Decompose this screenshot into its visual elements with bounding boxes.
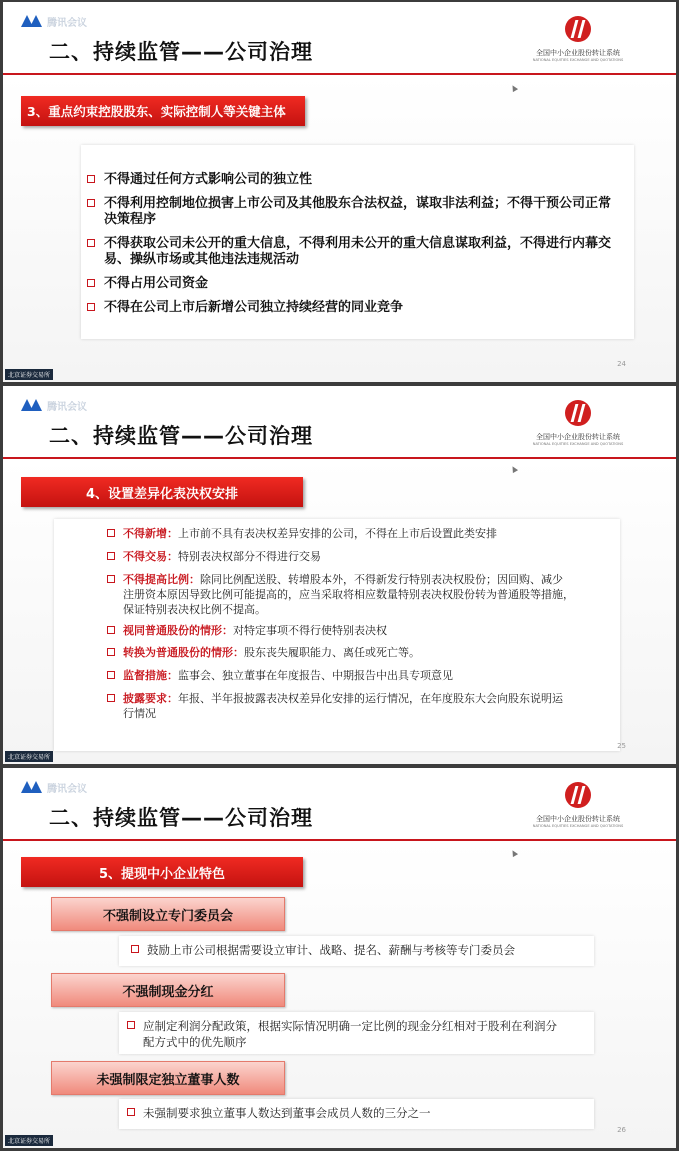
section-heading: 5、提现中小企业特色 [21, 857, 303, 887]
square-bullet-icon [87, 303, 95, 311]
list-item: 不得利用控制地位损害上市公司及其他股东合法权益，谋取非法利益；不得干预公司正常 决策程序 [87, 196, 611, 228]
square-bullet-icon [107, 626, 115, 634]
square-bullet-icon [87, 199, 95, 207]
neeq-logo-icon [564, 782, 592, 810]
neeq-logo-icon [564, 16, 592, 44]
square-bullet-icon [127, 1108, 135, 1116]
subheading-bar: 不强制设立专门委员会 [51, 897, 285, 931]
list-item: 不得提高比例：除同比例配送股、转增股本外，不得新发行特别表决权股份；因回购、减少 注册资本原因导致比例可能提高的，应当采取将相应数量特别表决权股份转为普通股等措施， 保证特别表决权比例不提高。 [107, 572, 574, 617]
list-item: 不得通过任何方式影响公司的独立性 [87, 172, 312, 188]
square-bullet-icon [107, 694, 115, 702]
neeq-logo [518, 400, 638, 446]
list-item: 视同普通股份的情形：对特定事项不得行使特别表决权 [107, 623, 387, 638]
neeq-logo-icon [564, 400, 592, 428]
list-item: 应制定利润分配政策，根据实际情况明确一定比例的现金分红相对于股利在利润分 配方式中的优先顺序 [127, 1018, 557, 1050]
section-heading: 3、重点约束控股股东、实际控制人等关键主体 [21, 96, 305, 126]
watermark-text: 腾讯会议 [47, 17, 87, 29]
page-number: 25 [617, 742, 626, 750]
list-item: 鼓励上市公司根据需要设立审计、战略、提名、薪酬与考核等专门委员会 [131, 942, 515, 958]
list-item: 披露要求：年报、半年报披露表决权差异化安排的运行情况，在年度股东大会向股东说明运 行情况 [107, 691, 563, 721]
corner-label: 北京证券交易所 [5, 1135, 53, 1146]
logo-chinese-text: 全国中小企业股份转让系统 [536, 433, 620, 441]
subheading-bar: 不强制现金分红 [51, 973, 285, 1007]
slide-title: 二、持续监管——公司治理 [49, 806, 313, 830]
subheading-bar: 未强制限定独立董事人数 [51, 1061, 285, 1095]
slide-26 [3, 768, 676, 1148]
square-bullet-icon [107, 552, 115, 560]
list-item: 监督措施：监事会、独立董事在年度报告、中期报告中出具专项意见 [107, 668, 453, 683]
header-divider [3, 839, 676, 841]
list-item: 不得交易：特别表决权部分不得进行交易 [107, 549, 321, 564]
slide-title: 二、持续监管——公司治理 [49, 424, 313, 448]
neeq-logo [518, 16, 638, 62]
square-bullet-icon [131, 945, 139, 953]
corner-label: 北京证券交易所 [5, 751, 53, 762]
square-bullet-icon [107, 671, 115, 679]
corner-label: 北京证券交易所 [5, 369, 53, 380]
slide-25 [3, 386, 676, 764]
tencent-meeting-logo-icon [21, 15, 43, 27]
list-item: 不得占用公司资金 [87, 276, 208, 292]
page-number: 26 [617, 1126, 626, 1134]
header-divider [3, 73, 676, 75]
list-item: 不得在公司上市后新增公司独立持续经营的同业竞争 [87, 300, 403, 316]
logo-english-text: NATIONAL EQUITIES EXCHANGE AND QUOTATIONS [532, 442, 624, 446]
section-heading: 4、设置差异化表决权安排 [21, 477, 303, 507]
list-item: 不得获取公司未公开的重大信息，不得利用未公开的重大信息谋取利益，不得进行内幕交 易、操纵市场或其他违法违规活动 [87, 236, 611, 268]
square-bullet-icon [87, 175, 95, 183]
square-bullet-icon [107, 648, 115, 656]
list-item: 不得新增：上市前不具有表决权差异安排的公司，不得在上市后设置此类安排 [107, 526, 497, 541]
square-bullet-icon [107, 529, 115, 537]
logo-chinese-text: 全国中小企业股份转让系统 [536, 49, 620, 57]
slide-title: 二、持续监管——公司治理 [49, 40, 313, 64]
square-bullet-icon [107, 575, 115, 583]
meeting-watermark [21, 780, 87, 794]
tencent-meeting-logo-icon [21, 781, 43, 793]
list-item: 转换为普通股份的情形：股东丧失履职能力、离任或死亡等。 [107, 645, 420, 660]
watermark-text: 腾讯会议 [47, 401, 87, 413]
watermark-text: 腾讯会议 [47, 783, 87, 795]
square-bullet-icon [87, 279, 95, 287]
slide-24 [3, 2, 676, 382]
list-item: 未强制要求独立董事人数达到董事会成员人数的三分之一 [127, 1105, 431, 1121]
meeting-watermark [21, 398, 87, 412]
logo-chinese-text: 全国中小企业股份转让系统 [536, 815, 620, 823]
neeq-logo [518, 782, 638, 828]
logo-english-text: NATIONAL EQUITIES EXCHANGE AND QUOTATIONS [532, 58, 624, 62]
logo-english-text: NATIONAL EQUITIES EXCHANGE AND QUOTATIONS [532, 824, 624, 828]
page-number: 24 [617, 360, 626, 368]
tencent-meeting-logo-icon [21, 399, 43, 411]
meeting-watermark [21, 14, 87, 28]
square-bullet-icon [127, 1021, 135, 1029]
header-divider [3, 457, 676, 459]
square-bullet-icon [87, 239, 95, 247]
